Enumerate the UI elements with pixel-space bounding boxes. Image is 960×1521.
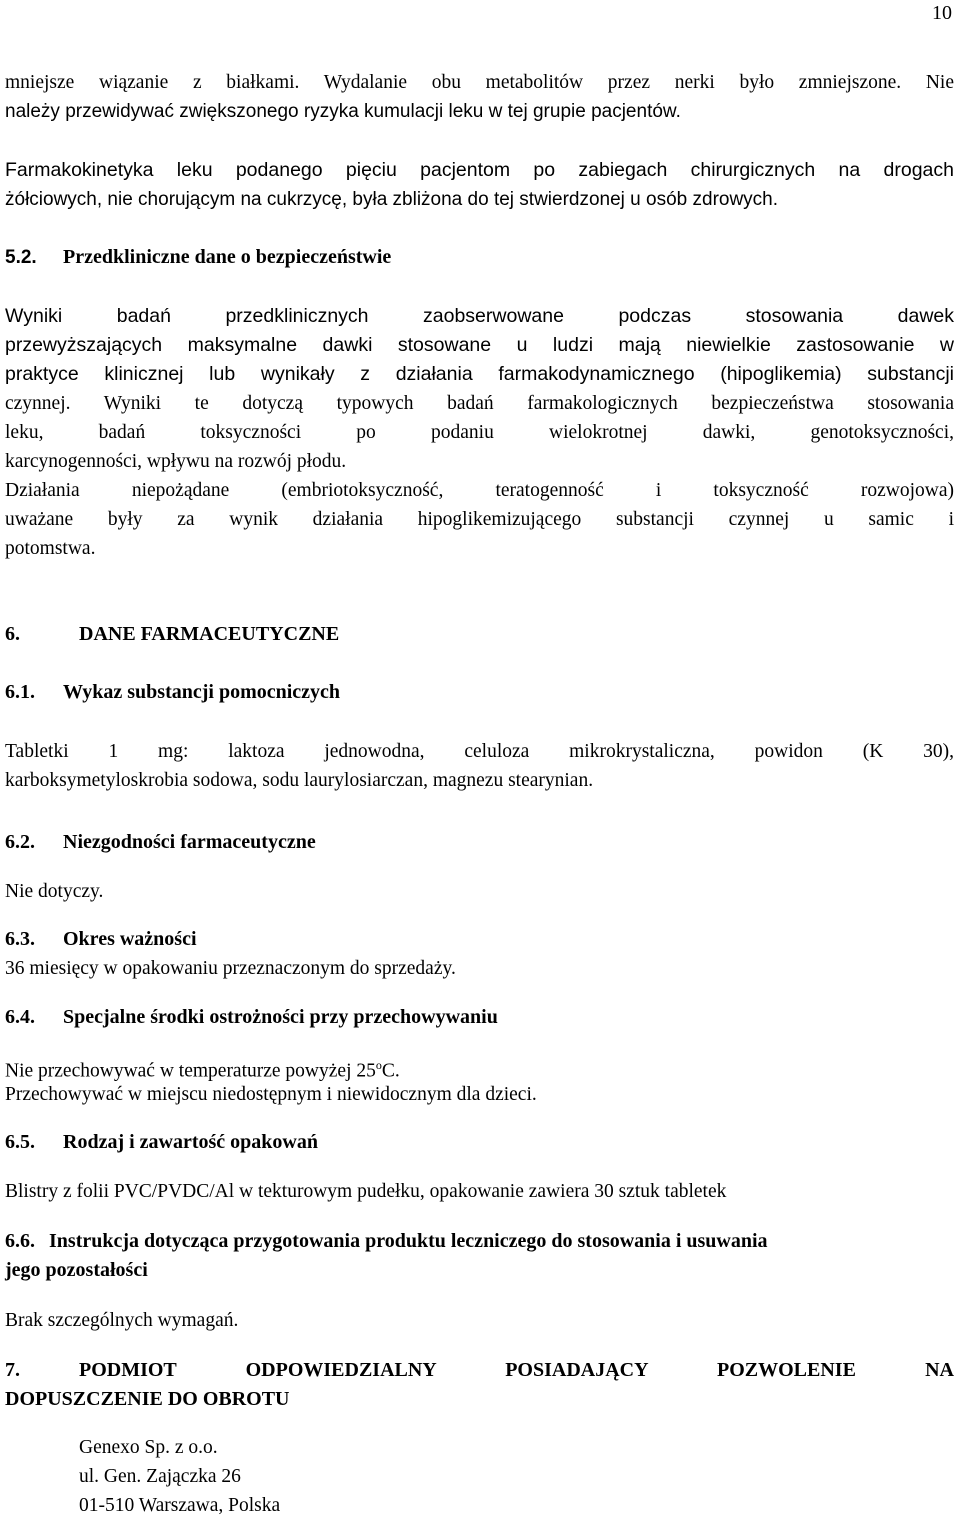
heading-6-4-title: Specjalne środki ostrożności przy przechowywaniu xyxy=(63,1006,498,1028)
intro-line-4: żółciowych, nie chorującym na cukrzycę, była zbliżona do tej stwierdzonej u osób zdrowych. xyxy=(5,189,779,210)
heading-6-6-title-line-1: Instrukcja dotycząca przygotowania produktu leczniczego do stosowania i usuwania xyxy=(49,1230,768,1252)
address-line-1: Genexo Sp. z o.o. xyxy=(79,1437,218,1458)
s6-4-line-1-unit: C. xyxy=(381,1060,400,1082)
heading-6-5 xyxy=(5,1128,318,1157)
heading-6-2-number: 6.2. xyxy=(5,831,35,853)
s6-3-text: 36 miesięcy w opakowaniu przeznaczonym do sprzedaży. xyxy=(5,958,456,979)
heading-6-2-title: Niezgodności farmaceutyczne xyxy=(63,831,316,853)
s5-2-line-6: karcynogenności, wpływu na rozwój płodu. xyxy=(5,451,347,472)
heading-6-2 xyxy=(5,828,316,857)
heading-7 xyxy=(5,1356,954,1385)
s6-1-line-2: karboksymetyloskrobia sodowa, sodu laurylosiarczan, magnezu stearynian. xyxy=(5,770,594,791)
heading-7-number: 7. xyxy=(5,1359,20,1381)
intro-line-2: należy przewidywać zwiększonego ryzyka kumulacji leku w tej grupie pacjentów. xyxy=(5,101,681,122)
s5-2-line-2: przewyższających maksymalne dawki stosowane u ludzi mają niewielkie zastosowanie w xyxy=(5,334,954,356)
heading-6-4 xyxy=(5,1003,498,1032)
intro-line-3: Farmakokinetyka leku podanego pięciu pacjentom po zabiegach chirurgicznych na drogach xyxy=(5,159,954,181)
heading-6 xyxy=(5,620,339,649)
s5-2-line-8: uważane były za wynik działania hipoglikemizującego substancji czynnej u samic i xyxy=(5,509,954,530)
heading-6-6 xyxy=(5,1227,768,1256)
s6-1-line-1: Tabletki 1 mg: laktoza jednowodna, celuloza mikrokrystaliczna, powidon (K 30), xyxy=(5,741,954,762)
heading-6-3 xyxy=(5,925,197,954)
heading-6-3-title: Okres ważności xyxy=(63,928,197,950)
heading-6-1-number: 6.1. xyxy=(5,681,35,703)
heading-5-2-title: Przedkliniczne dane o bezpieczeństwie xyxy=(63,246,392,268)
s5-2-line-3: praktyce klinicznej lub wynikały z działania farmakodynamicznego (hipoglikemia) substancji xyxy=(5,363,954,385)
intro-line-1: mniejsze wiązanie z białkami. Wydalanie obu metabolitów przez nerki było zmniejszone. Nie xyxy=(5,72,954,93)
address-line-3: 01-510 Warszawa, Polska xyxy=(79,1495,281,1516)
heading-6-title: DANE FARMACEUTYCZNE xyxy=(79,623,340,645)
heading-6-6-number: 6.6. xyxy=(5,1230,35,1252)
s5-2-line-9: potomstwa. xyxy=(5,538,96,559)
s5-2-line-5: leku, badań toksyczności po podaniu wielokrotnej dawki, genotoksyczności, xyxy=(5,422,954,443)
s5-2-line-7: Działania niepożądane (embriotoksyczność, teratogenność i toksyczność rozwojowa) xyxy=(5,480,954,501)
heading-5-2-number: 5.2. xyxy=(5,247,37,268)
heading-6-4-number: 6.4. xyxy=(5,1006,35,1028)
degree-superscript: o xyxy=(375,1058,382,1072)
heading-7-title-line-2: DOPUSZCZENIE DO OBROTU xyxy=(5,1388,290,1410)
heading-6-number: 6. xyxy=(5,623,20,645)
heading-6-5-number: 6.5. xyxy=(5,1131,35,1153)
heading-7-title-line-1: PODMIOT ODPOWIEDZIALNY POSIADAJĄCY POZWOLENIE NA xyxy=(79,1359,954,1381)
heading-6-5-title: Rodzaj i zawartość opakowań xyxy=(63,1131,318,1153)
heading-6-6-title-line-2: jego pozostałości xyxy=(5,1259,148,1281)
heading-6-3-number: 6.3. xyxy=(5,928,35,950)
heading-6-1-title: Wykaz substancji pomocniczych xyxy=(63,681,341,703)
heading-6-1 xyxy=(5,678,340,707)
s5-2-line-1: Wyniki badań przedklinicznych zaobserwowane podczas stosowania dawek xyxy=(5,305,954,327)
heading-5-2 xyxy=(5,243,391,272)
s5-2-line-4: czynnej. Wyniki te dotyczą typowych badań farmakologicznych bezpieczeństwa stosowania xyxy=(5,393,954,414)
s6-5-text: Blistry z folii PVC/PVDC/Al w tekturowym pudełku, opakowanie zawiera 30 sztuk tabletek xyxy=(5,1181,727,1202)
address-line-2: ul. Gen. Zajączka 26 xyxy=(79,1466,241,1487)
s6-2-text: Nie dotyczy. xyxy=(5,881,104,902)
s6-4-line-2: Przechowywać w miejscu niedostępnym i niewidocznym dla dzieci. xyxy=(5,1084,537,1105)
s6-6-text: Brak szczególnych wymagań. xyxy=(5,1310,239,1331)
s6-4-line-1-text: Nie przechowywać w temperaturze powyżej 25 xyxy=(5,1060,376,1082)
page-number: 10 xyxy=(932,2,952,24)
